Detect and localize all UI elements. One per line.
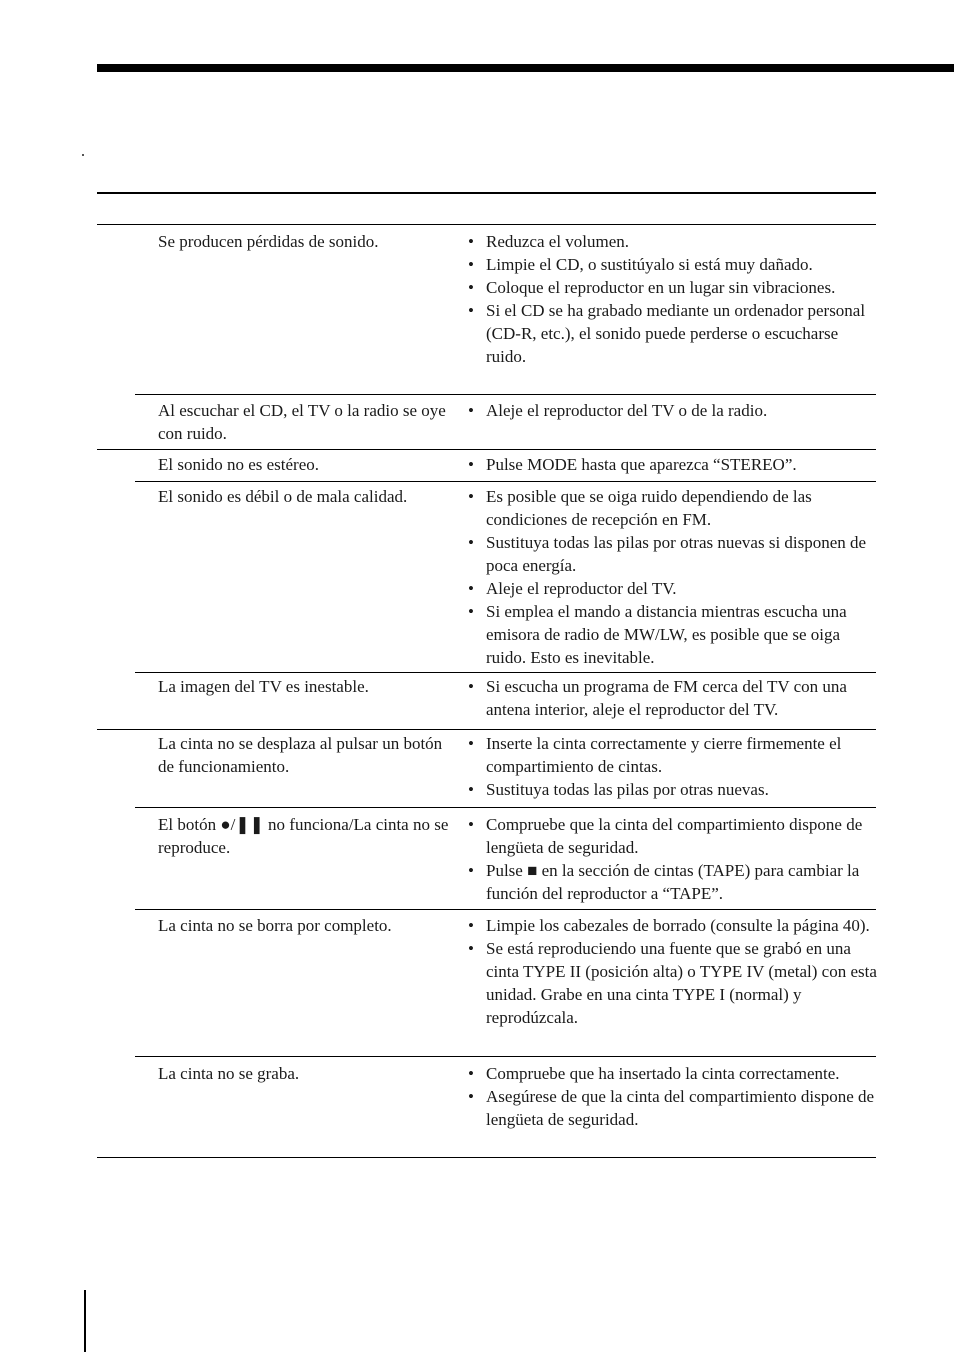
problem-text: Al escuchar el CD, el TV o la radio se oye con ruido. [158,401,446,443]
remedy-item [468,299,878,368]
remedy-text: Si emplea el mando a distancia mientras escucha una emisora de radio de MW/LW, es posible que se oiga ruido. Esto es inevitable. [486,602,847,667]
row-rule [135,394,876,395]
bullet-icon: • [468,1064,474,1083]
problem-text: Se producen pérdidas de sonido. [158,232,379,251]
remedy-text: Aleje el reproductor del TV. [486,579,677,598]
remedy-item [468,577,878,600]
remedy-text: Es posible que se oiga ruido dependiendo de las condiciones de recepción en FM. [486,487,812,529]
bullet-icon: • [468,255,474,274]
remedy-item [468,453,878,476]
remedy-list [468,675,878,721]
bullet-icon: • [468,301,474,320]
remedy-list [468,732,878,801]
remedy-item [468,937,878,1029]
row-rule [135,1056,876,1057]
header-bar [97,64,954,72]
remedy-item [468,600,878,669]
remedy-list [468,1062,878,1131]
bullet-icon: • [468,939,474,958]
bullet-icon: • [468,232,474,251]
problem-text: La cinta no se borra por completo. [158,916,392,935]
bullet-icon: • [468,455,474,474]
remedy-text: Se está reproduciendo una fuente que se grabó en una cinta TYPE II (posición alta) o TYPE IV (metal) con esta unidad. Grabe en una cinta TYPE I (normal) y reprodúzcala. [486,939,877,1027]
bullet-icon: • [468,815,474,834]
remedy-item [468,778,878,801]
bullet-icon: • [468,579,474,598]
table-bottom-rule [97,1157,876,1158]
bullet-icon: • [468,533,474,552]
remedy-list [468,399,878,422]
remedy-text: Asegúrese de que la cinta del compartimiento dispone de lengüeta de seguridad. [486,1087,875,1129]
remedy-text: Sustituya todas las pilas por otras nuevas si disponen de poca energía. [486,533,867,575]
group-rule [97,224,876,225]
remedy-item [468,859,878,905]
remedy-text: Pulse ■ en la sección de cintas (TAPE) para cambiar la función del reproductor a “TAPE”. [486,861,860,903]
bullet-icon: • [468,602,474,621]
remedy-text: Compruebe que la cinta del compartimiento dispone de lengüeta de seguridad. [486,815,863,857]
bullet-icon: • [468,487,474,506]
row-rule [135,909,876,910]
bullet-icon: • [468,278,474,297]
page-margin-line [84,1290,86,1352]
remedy-item [468,230,878,253]
problem-text: La cinta no se graba. [158,1064,300,1083]
remedy-list [468,453,878,476]
problem-text: El botón ●/❚❚ no funciona/La cinta no se reproduce. [158,815,449,857]
remedy-text: Coloque el reproductor en un lugar sin vibraciones. [486,278,836,297]
table-header-rule [97,192,876,194]
remedy-item [468,276,878,299]
remedy-item [468,253,878,276]
row-rule [135,481,876,482]
remedy-text: Limpie los cabezales de borrado (consulte la página 40). [486,916,870,935]
group-rule [97,729,876,730]
remedy-item [468,914,878,937]
remedy-item [468,675,878,721]
bullet-icon: • [468,916,474,935]
bullet-icon: • [468,677,474,696]
bullet-icon: • [468,861,474,880]
remedy-text: Sustituya todas las pilas por otras nuevas. [486,780,769,799]
remedy-list [468,914,878,1029]
remedy-item [468,1062,878,1085]
problem-text: El sonido es débil o de mala calidad. [158,487,408,506]
bullet-icon: • [468,1087,474,1106]
problem-text: La cinta no se desplaza al pulsar un botón de funcionamiento. [158,734,443,776]
remedy-item [468,485,878,531]
remedy-text: Pulse MODE hasta que aparezca “STEREO”. [486,455,797,474]
remedy-text: Aleje el reproductor del TV o de la radio. [486,401,768,420]
margin-mark [82,154,84,156]
problem-text: La imagen del TV es inestable. [158,677,369,696]
remedy-item [468,1085,878,1131]
remedy-list [468,813,878,905]
remedy-list [468,485,878,669]
remedy-list [468,230,878,368]
remedy-text: Compruebe que ha insertado la cinta correctamente. [486,1064,840,1083]
group-rule [97,449,876,450]
remedy-text: Reduzca el volumen. [486,232,630,251]
row-rule [135,672,876,673]
bullet-icon: • [468,780,474,799]
remedy-text: Limpie el CD, o sustitúyalo si está muy dañado. [486,255,813,274]
bullet-icon: • [468,734,474,753]
remedy-item [468,732,878,778]
remedy-text: Si el CD se ha grabado mediante un ordenador personal (CD-R, etc.), el sonido puede perderse o escucharse ruido. [486,301,866,366]
remedy-item [468,813,878,859]
remedy-text: Inserte la cinta correctamente y cierre firmemente el compartimiento de cintas. [486,734,842,776]
row-rule [135,807,876,808]
remedy-item [468,399,878,422]
remedy-text: Si escucha un programa de FM cerca del TV con una antena interior, aleje el reproductor del TV. [486,677,847,719]
problem-text: El sonido no es estéreo. [158,455,319,474]
bullet-icon: • [468,401,474,420]
remedy-item [468,531,878,577]
